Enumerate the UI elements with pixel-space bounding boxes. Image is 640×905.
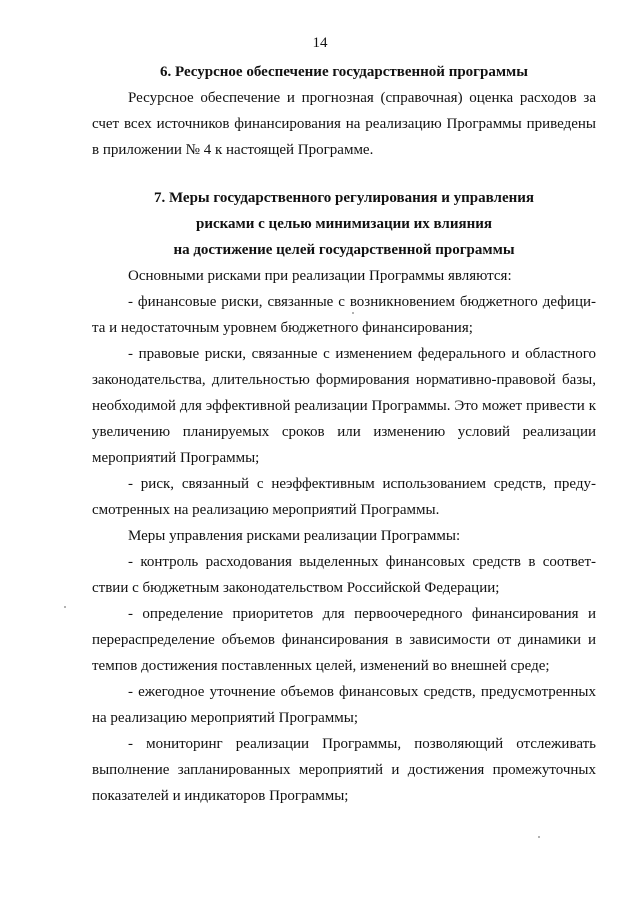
scan-speck: [64, 606, 66, 608]
scan-speck: [352, 312, 354, 314]
measure-item-annual-update: - ежегодное уточнение объемов финансовых средств, предусмотренных на реализацию мероприятий Программы;: [92, 684, 596, 726]
risk-item-legal: - правовые риски, связанные с изменением федерального и областного законодательства, длительностью формирования нормативно-правовой базы, необходимой для эффективной реализации Программы. Это может привести к увеличению планируемых сроков или изменению условий реализации мероприятий Программы;: [92, 346, 596, 466]
page-content: [92, 59, 596, 809]
section-7-title-line-1: 7. Меры государственного регулирования и управления: [153, 190, 535, 206]
section-7-title-line-3: на достижение целей государственной программы: [173, 242, 515, 258]
measures-intro: Меры управления рисками реализации Программы:: [128, 528, 461, 544]
measure-item-monitoring: - мониторинг реализации Программы, позволяющий отслеживать выполнение запланированных мероприятий и достижения промежуточных показателей и индикаторов Программы;: [92, 736, 596, 804]
section-6-paragraph: Ресурсное обеспечение и прогнозная (справочная) оценка расходов за счет всех источников финансирования на реализацию Программы приведены в приложении № 4 к настоящей Программе.: [92, 90, 596, 158]
page-number: 14: [312, 35, 328, 51]
measure-item-control: - контроль расходования выделенных финансовых средств в соответствии с бюджетным законодательством Российской Федерации;: [92, 554, 596, 596]
risks-intro: Основными рисками при реализации Программы являются:: [128, 268, 512, 284]
risk-item-financial: - финансовые риски, связанные с возникновением бюджетного дефицита и недостаточным уровнем бюджетного финансирования;: [92, 294, 596, 336]
risk-item-inefficiency: - риск, связанный с неэффективным использованием средств, предусмотренных на реализацию мероприятий Программы.: [92, 476, 596, 518]
scan-speck: [538, 836, 540, 838]
section-7-title-line-2: рисками с целью минимизации их влияния: [195, 216, 492, 232]
measure-item-priorities: - определение приоритетов для первоочередного финансирования и перераспределение объемов финансирования в зависимости от динамики и темпов достижения поставленных целей, изменений во внешней среде;: [92, 606, 596, 674]
section-7-title: [92, 185, 596, 263]
section-6-title: 6. Ресурсное обеспечение государственной программы: [160, 64, 528, 80]
